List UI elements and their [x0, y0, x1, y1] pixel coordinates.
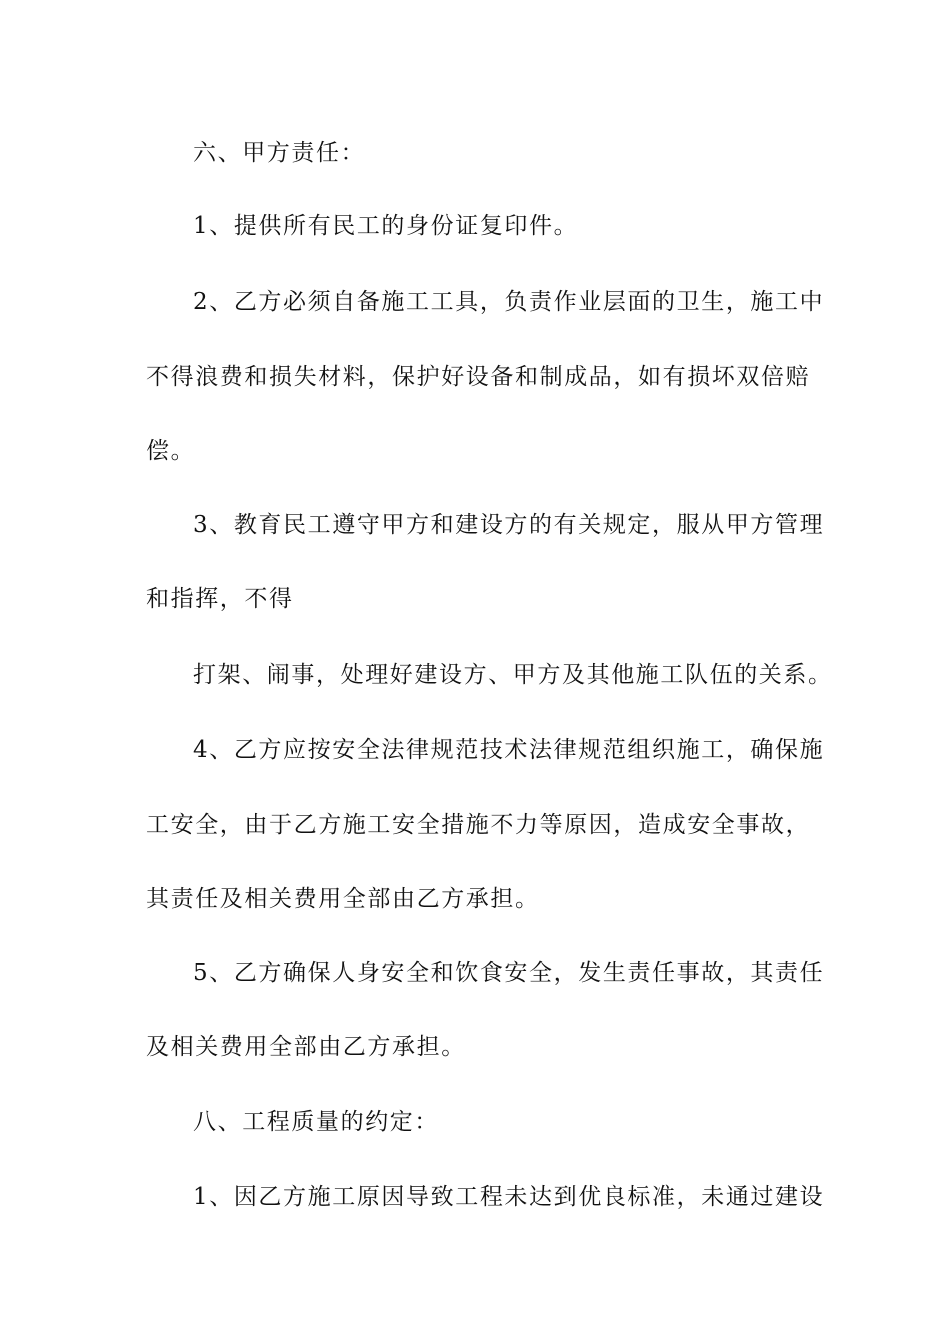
paragraph-line: 1、因乙方施工原因导致工程未达到优良标准，未通过建设	[193, 1184, 825, 1210]
section-heading-quality-agreement: 八、工程质量的约定：	[193, 1109, 439, 1135]
paragraph-line: 工安全，由于乙方施工安全措施不力等原因，造成安全事故，	[146, 812, 811, 838]
paragraph-line: 打架、闹事，处理好建设方、甲方及其他施工队伍的关系。	[193, 662, 833, 688]
paragraph-line: 2、乙方必须自备施工工具，负责作业层面的卫生，施工中	[193, 289, 825, 315]
paragraph-line: 及相关费用全部由乙方承担。	[146, 1034, 466, 1060]
paragraph-line: 和指挥，不得	[146, 586, 294, 612]
paragraph-line: 1、提供所有民工的身份证复印件。	[193, 213, 579, 239]
section-heading-party-a-responsibilities: 六、甲方责任：	[193, 140, 366, 166]
paragraph-line: 其责任及相关费用全部由乙方承担。	[146, 886, 540, 912]
paragraph-line: 3、教育民工遵守甲方和建设方的有关规定，服从甲方管理	[193, 512, 825, 538]
paragraph-line: 不得浪费和损失材料，保护好设备和制成品，如有损坏双倍赔	[146, 364, 811, 390]
paragraph-line: 4、乙方应按安全法律规范技术法律规范组织施工，确保施	[193, 737, 825, 763]
paragraph-line: 5、乙方确保人身安全和饮食安全，发生责任事故，其责任	[193, 960, 825, 986]
paragraph-line: 偿。	[146, 438, 196, 464]
